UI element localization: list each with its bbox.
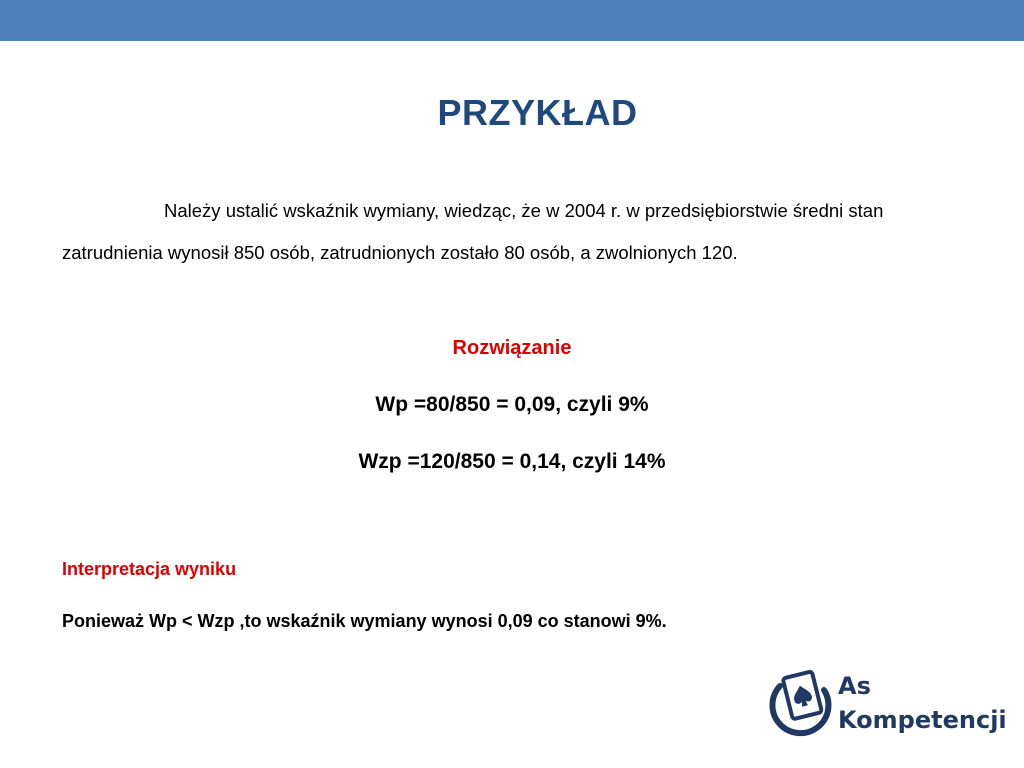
- solution-heading: Rozwiązanie: [452, 337, 572, 359]
- problem-text-content: Należy ustalić wskaźnik wymiany, wiedząc, że w 2004 r. w przedsiębiorstwie średni stan zatrudnienia wynosił 850 osób, zatrudnionych zostało 80 osób, a zwolnionych 120.: [62, 200, 884, 263]
- as-kompetencji-logo: [768, 668, 1008, 748]
- interpretation-heading: Interpretacja wyniku: [62, 559, 237, 579]
- logo-text-line2: Kompetencji: [838, 706, 1007, 734]
- slide-title: PRZYKŁAD: [437, 92, 638, 133]
- formula-wzp: Wzp =120/850 = 0,14, czyli 14%: [358, 450, 666, 473]
- problem-text: [62, 190, 974, 274]
- formula-wp: Wp =80/850 = 0,09, czyli 9%: [375, 393, 649, 416]
- card-spade-icon: [768, 668, 834, 742]
- logo-text-line1: As: [838, 672, 871, 700]
- top-bar: [0, 0, 1024, 41]
- conclusion-text: Ponieważ Wp < Wzp ,to wskaźnik wymiany wynosi 0,09 co stanowi 9%.: [62, 611, 667, 631]
